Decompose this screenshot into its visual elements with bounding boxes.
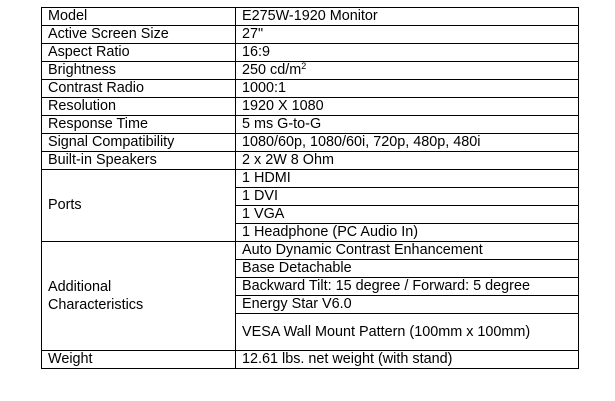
spec-table — [41, 7, 579, 369]
additional-label-line2: Characteristics — [48, 297, 144, 313]
table-row — [42, 80, 579, 98]
row-value-screen-size: 27" — [236, 26, 579, 44]
row-label-signal: Signal Compatibility — [42, 134, 236, 152]
row-label-model: Model — [42, 8, 236, 26]
ports-value-item: 1 DVI — [236, 188, 579, 206]
additional-value-item: Backward Tilt: 15 degree / Forward: 5 degree — [236, 278, 579, 296]
ports-value-item: 1 VGA — [236, 206, 579, 224]
table-row — [42, 26, 579, 44]
table-row — [42, 62, 579, 80]
table-row — [42, 242, 579, 260]
row-value-signal: 1080/60p, 1080/60i, 720p, 480p, 480i — [236, 134, 579, 152]
row-label-contrast: Contrast Radio — [42, 80, 236, 98]
row-value-brightness — [236, 62, 579, 80]
row-value-aspect-ratio: 16:9 — [236, 44, 579, 62]
ports-value-item: 1 Headphone (PC Audio In) — [236, 224, 579, 242]
row-value-model: E275W-1920 Monitor — [236, 8, 579, 26]
row-label-weight: Weight — [42, 351, 236, 369]
additional-value-item: Auto Dynamic Contrast Enhancement — [236, 242, 579, 260]
row-label-screen-size: Active Screen Size — [42, 26, 236, 44]
table-row — [42, 98, 579, 116]
row-value-speakers: 2 x 2W 8 Ohm — [236, 152, 579, 170]
table-row — [42, 351, 579, 369]
row-value-response-time: 5 ms G-to-G — [236, 116, 579, 134]
row-label-resolution: Resolution — [42, 98, 236, 116]
row-label-ports: Ports — [42, 170, 236, 242]
table-row — [42, 152, 579, 170]
table-row — [42, 8, 579, 26]
row-value-resolution: 1920 X 1080 — [236, 98, 579, 116]
additional-label-line1: Additional — [48, 279, 112, 295]
row-label-brightness: Brightness — [42, 62, 236, 80]
additional-value-item: VESA Wall Mount Pattern (100mm x 100mm) — [236, 314, 579, 351]
additional-value-item: Energy Star V6.0 — [236, 296, 579, 314]
row-label-response-time: Response Time — [42, 116, 236, 134]
spec-table-body — [42, 8, 579, 369]
row-label-aspect-ratio: Aspect Ratio — [42, 44, 236, 62]
additional-value-item: Base Detachable — [236, 260, 579, 278]
ports-value-item: 1 HDMI — [236, 170, 579, 188]
table-row — [42, 44, 579, 62]
row-value-weight: 12.61 lbs. net weight (with stand) — [236, 351, 579, 369]
table-row — [42, 170, 579, 188]
row-value-contrast: 1000:1 — [236, 80, 579, 98]
brightness-unit-superscript: 2 — [301, 61, 307, 71]
row-label-additional — [42, 242, 236, 351]
table-row — [42, 134, 579, 152]
brightness-value-text: 250 cd/m — [242, 62, 302, 78]
row-label-speakers: Built-in Speakers — [42, 152, 236, 170]
table-row — [42, 116, 579, 134]
